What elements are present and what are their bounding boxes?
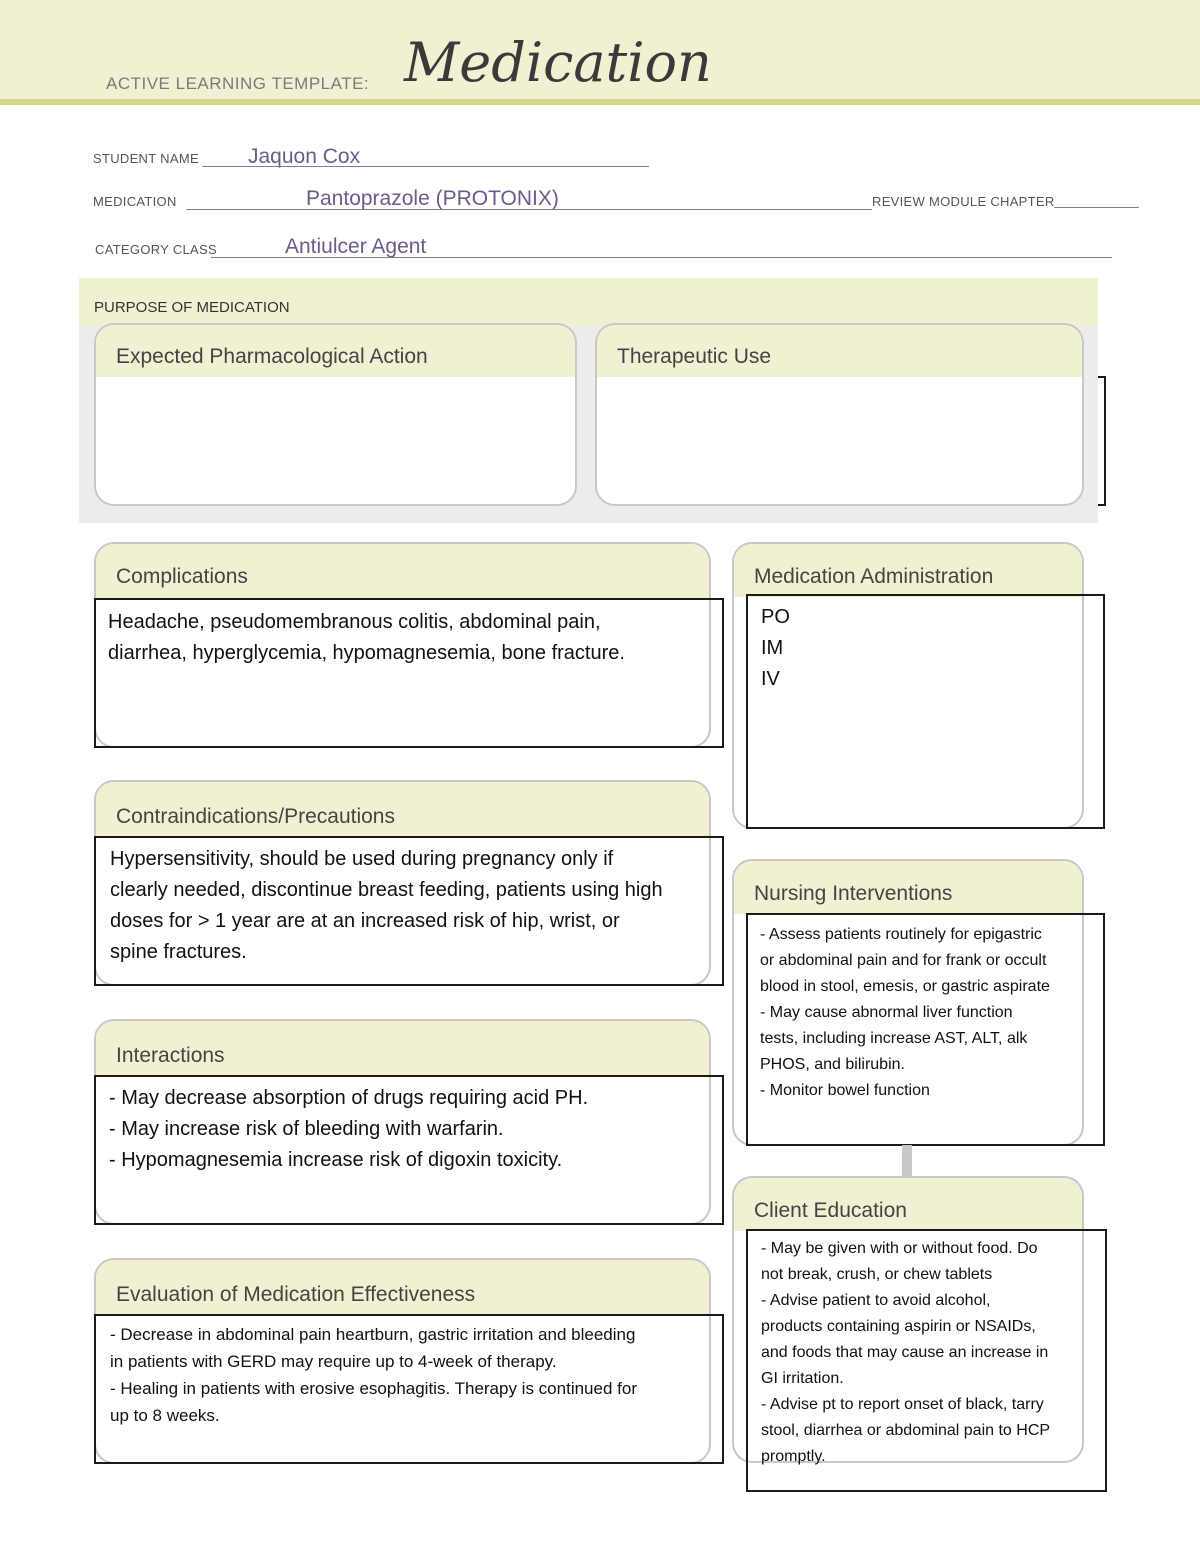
interactions-line: - Hypomagnesemia increase risk of digoxin toxicity. — [109, 1149, 563, 1171]
interactions-text — [109, 1083, 588, 1176]
medication-label: MEDICATION — [93, 194, 177, 209]
nursing-line: - May cause abnormal liver function — [760, 1004, 1013, 1021]
purpose-label: PURPOSE OF MEDICATION — [94, 299, 290, 316]
interactions-line: - May decrease absorption of drugs requiring acid PH. — [109, 1087, 589, 1109]
nursing-line: - Assess patients routinely for epigastric — [760, 926, 1042, 943]
education-line: promptly. — [761, 1448, 826, 1465]
education-line: and foods that may cause an increase in — [761, 1344, 1049, 1361]
nursing-line: - Monitor bowel function — [760, 1082, 930, 1099]
therapeutic-use-title: Therapeutic Use — [597, 325, 1082, 377]
evaluation-title: Evaluation of Medication Effectiveness — [96, 1260, 709, 1316]
contraindications-line: spine fractures. — [110, 941, 247, 963]
education-line: - May be given with or without food. Do — [761, 1240, 1038, 1257]
nursing-line: blood in stool, emesis, or gastric aspirate — [760, 978, 1050, 995]
interactions-title: Interactions — [96, 1021, 709, 1077]
complications-line: diarrhea, hyperglycemia, hypomagnesemia, bone fracture. — [108, 642, 625, 664]
template-title: Medication — [404, 31, 712, 94]
education-line: - Advise patient to avoid alcohol, — [761, 1292, 991, 1309]
medication-value[interactable]: Pantoprazole (PROTONIX) — [306, 187, 559, 210]
nursing-line: or abdominal pain and for frank or occult — [760, 952, 1047, 969]
education-line: products containing aspirin or NSAIDs, — [761, 1318, 1036, 1335]
complications-line: Headache, pseudomembranous colitis, abdominal pain, — [108, 611, 601, 633]
review-module-label: REVIEW MODULE CHAPTER — [872, 194, 1055, 209]
education-title: Client Education — [734, 1178, 1082, 1231]
template-label: ACTIVE LEARNING TEMPLATE: — [106, 74, 370, 93]
evaluation-line: - Decrease in abdominal pain heartburn, gastric irritation and bleeding — [110, 1325, 636, 1344]
administration-box — [746, 594, 1105, 829]
evaluation-text — [110, 1321, 637, 1429]
administration-routes — [761, 602, 790, 695]
complications-text — [108, 607, 625, 669]
nursing-title: Nursing Interventions — [734, 861, 1082, 914]
nursing-line: PHOS, and bilirubin. — [760, 1056, 905, 1073]
route-item: IV — [761, 668, 780, 690]
contraindications-title: Contraindications/Precautions — [96, 782, 709, 838]
education-line: - Advise pt to report onset of black, tarry — [761, 1396, 1044, 1413]
nursing-line: tests, including increase AST, ALT, alk — [760, 1030, 1028, 1047]
contraindications-line: Hypersensitivity, should be used during pregnancy only if — [110, 848, 614, 870]
education-line: not break, crush, or chew tablets — [761, 1266, 993, 1283]
education-line: GI irritation. — [761, 1370, 844, 1387]
evaluation-line: - Healing in patients with erosive esophagitis. Therapy is continued for — [110, 1379, 637, 1398]
contraindications-line: doses for > 1 year are at an increased risk of hip, wrist, or — [110, 910, 620, 932]
therapeutic-use-card[interactable] — [595, 323, 1084, 506]
expected-action-card[interactable] — [94, 323, 577, 506]
review-module-line — [1054, 207, 1139, 208]
student-name-label: STUDENT NAME — [93, 151, 199, 166]
contraindications-text — [110, 844, 663, 968]
student-name-value[interactable]: Jaquon Cox — [248, 145, 361, 168]
connector — [902, 1145, 912, 1177]
expected-action-title: Expected Pharmacological Action — [96, 325, 575, 377]
education-text — [761, 1236, 1050, 1470]
category-class-value[interactable]: Antiulcer Agent — [285, 235, 427, 258]
route-item: IM — [761, 637, 784, 659]
interactions-line: - May increase risk of bleeding with warfarin. — [109, 1118, 504, 1140]
education-line: stool, diarrhea or abdominal pain to HCP — [761, 1422, 1051, 1439]
evaluation-line: in patients with GERD may require up to 4-week of therapy. — [110, 1352, 557, 1371]
evaluation-line: up to 8 weeks. — [110, 1406, 220, 1425]
header-rule — [0, 99, 1200, 105]
route-item: PO — [761, 606, 790, 628]
therapeutic-use-bracket — [1098, 376, 1106, 506]
administration-title: Medication Administration — [734, 544, 1082, 597]
category-class-label: CATEGORY CLASS — [95, 242, 217, 257]
contraindications-line: clearly needed, discontinue breast feeding, patients using high — [110, 879, 663, 901]
complications-title: Complications — [96, 544, 709, 600]
nursing-text — [760, 922, 1050, 1104]
